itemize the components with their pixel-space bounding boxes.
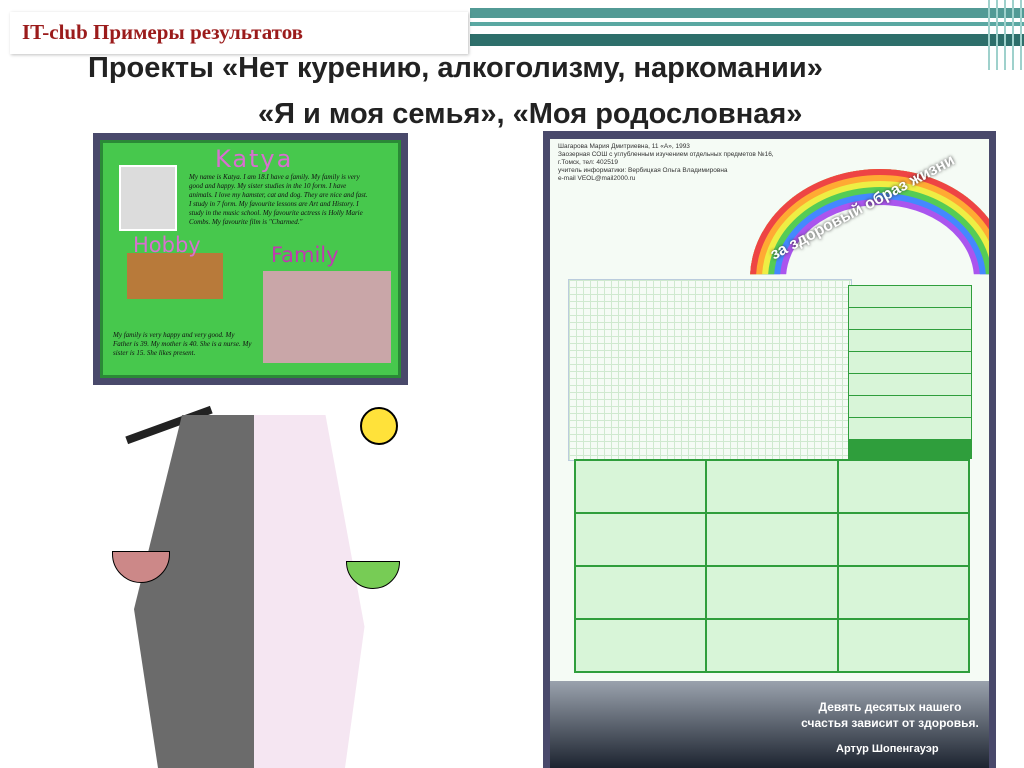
crossword-clues-table bbox=[574, 459, 970, 673]
sun-icon bbox=[360, 407, 398, 445]
crossword-grid bbox=[568, 279, 852, 461]
death-figure bbox=[134, 415, 254, 768]
slide-title-line1: Проекты «Нет курению, алкоголизму, наркомании» bbox=[88, 52, 823, 84]
family-photo bbox=[263, 271, 391, 363]
crossword-definitions bbox=[848, 285, 972, 459]
quote-author: Артур Шопенгауэр bbox=[836, 743, 939, 755]
crossword-poster bbox=[543, 131, 996, 768]
slide-badge bbox=[10, 12, 468, 54]
hobby-label: Hobby bbox=[133, 233, 201, 257]
poster-slogan: за здоровый образ жизни bbox=[767, 151, 958, 264]
family-label: Family bbox=[271, 243, 339, 267]
poster-name: Katya bbox=[215, 145, 294, 173]
poster-text: My name is Katya. I am 18.I have a family. My family is very good and happy. My sister studies in the 10 form. I have animals. I love my hamster, cat and dog. They are nice and fast. I study in 7 form. My favourite lessons are Art and History. I study in the music school. My favourite actress is Holly Marie Combs. My favourite film is "Charmed." bbox=[189, 173, 368, 226]
piano-image bbox=[127, 253, 223, 299]
poster-text-family: My family is very happy and very good. My Father is 39. My mother is 40. She is a nurse. My sister is 15. She likes present. bbox=[113, 331, 252, 357]
angel-figure bbox=[254, 415, 384, 768]
decor-stripes bbox=[984, 0, 1024, 70]
header-band-dark bbox=[470, 34, 1024, 46]
katya-poster bbox=[93, 133, 408, 385]
slide-title-line2: «Я и моя семья», «Моя родословная» bbox=[258, 98, 803, 130]
header-band bbox=[470, 8, 1024, 18]
header-band-thin bbox=[470, 22, 1024, 26]
poster-quote: Девять десятых нашего счастья зависит от здоровья. bbox=[801, 700, 979, 730]
death-angel-illustration bbox=[104, 393, 409, 768]
poster-author-info: Шагарова Мария Дмитриевна, 11 «А», 1993 Заозерная СОШ с углубленным изучением отдельных предметов №16, г.Томск, тел: 402519 учитель информатики: Вербицкая Ольга Владимировна e-mail VEOL@mail2000.ru bbox=[558, 143, 774, 182]
girl-photo bbox=[119, 165, 177, 231]
badge-text: IT-club Примеры результатов bbox=[22, 20, 304, 44]
